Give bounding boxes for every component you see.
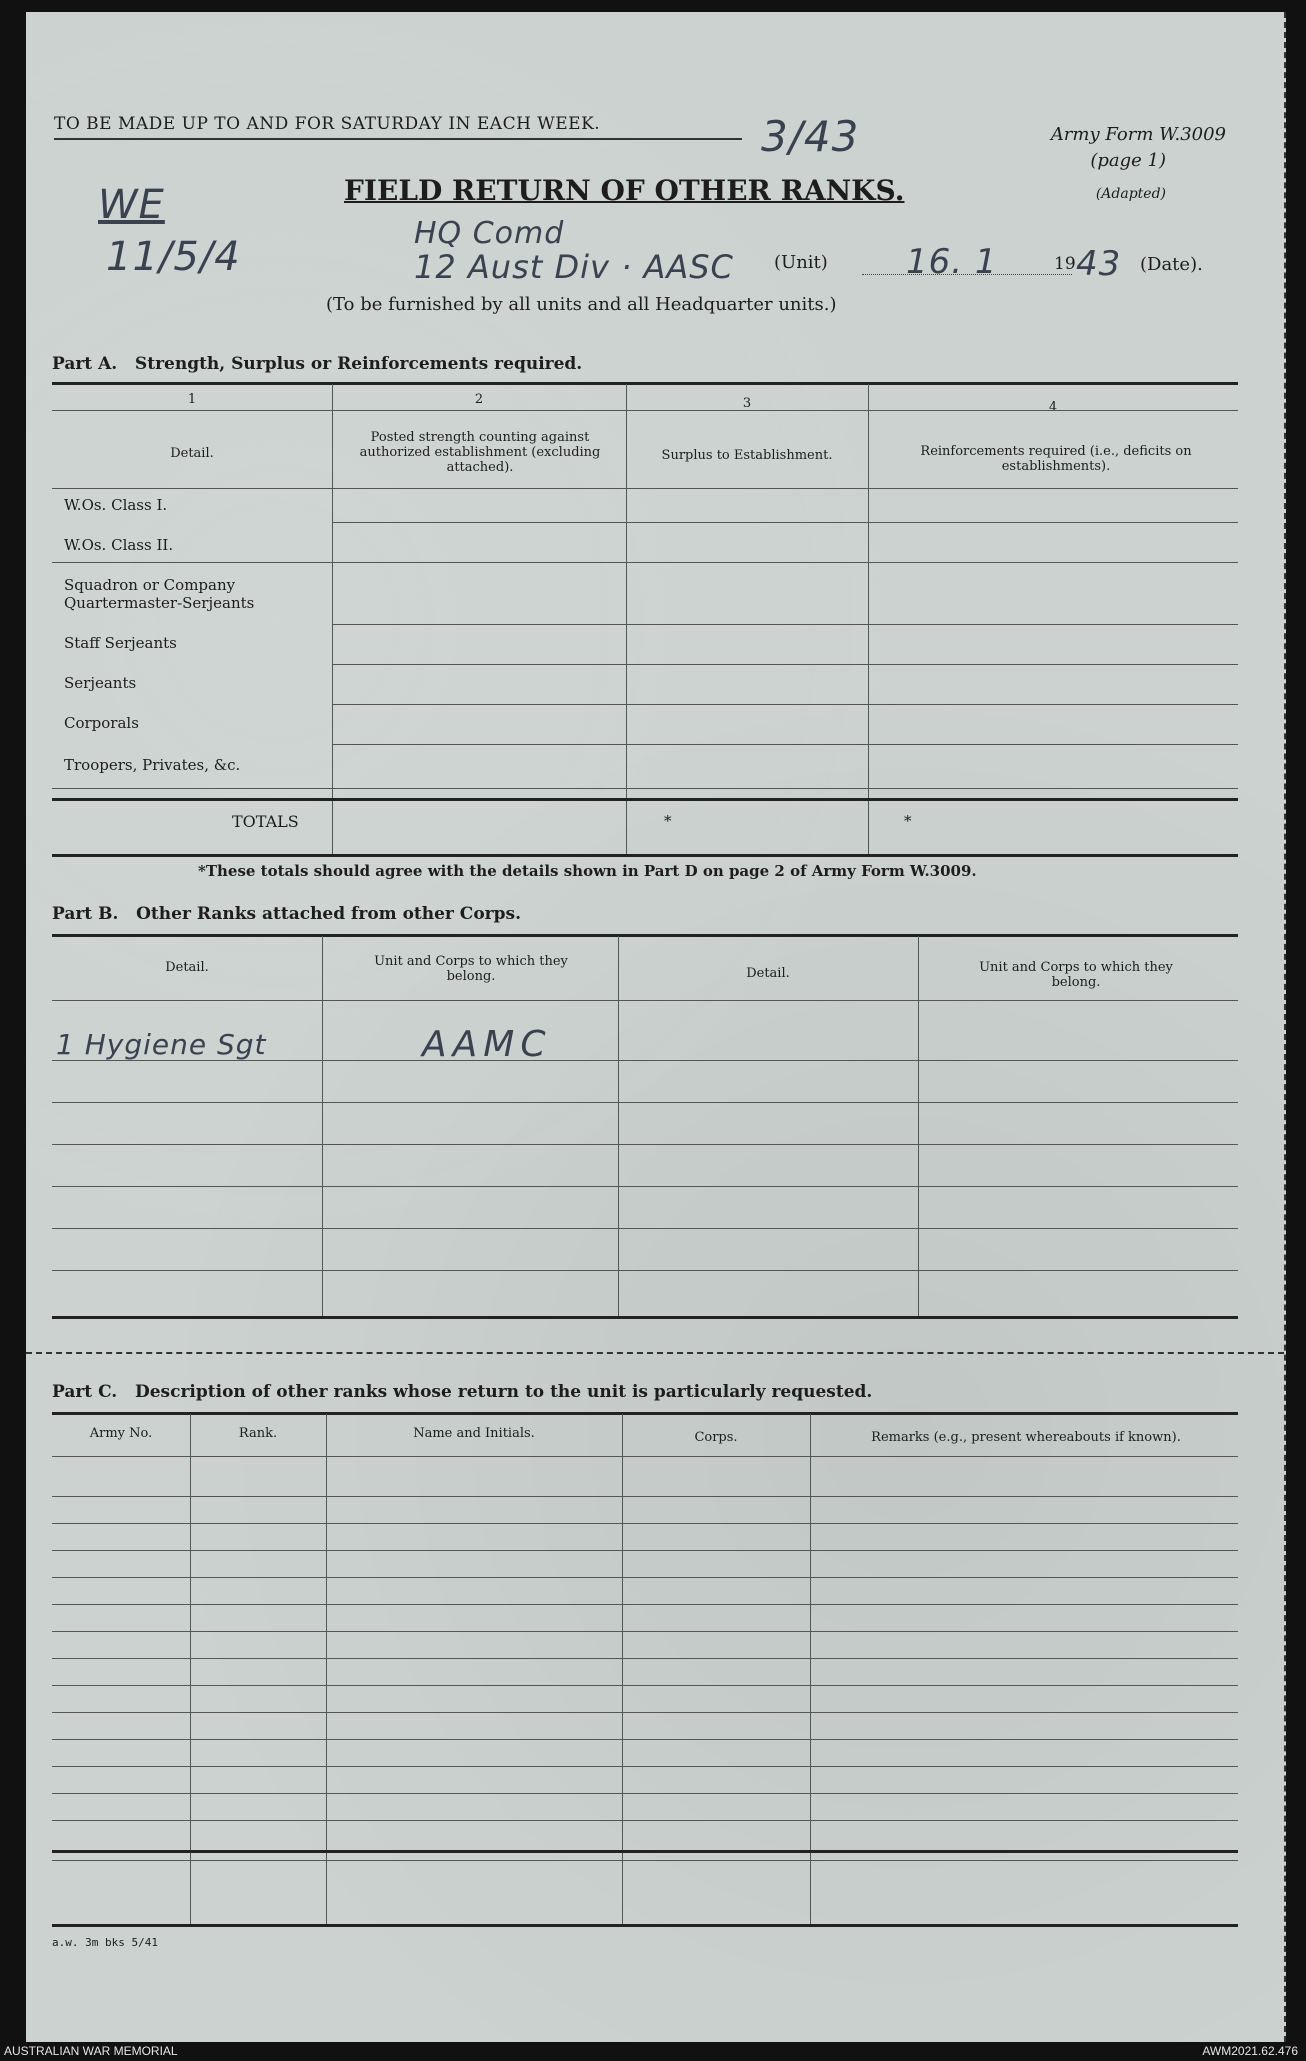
- part-a-bottom-rule: [52, 854, 1238, 857]
- part-a-col-number-1: 1: [187, 392, 197, 407]
- part-c-row-rule: [52, 1523, 1238, 1524]
- year-prefix: 19: [1054, 254, 1076, 274]
- part-b-bottom-rule: [52, 1316, 1238, 1319]
- part-a-col-number-4: 4: [1048, 400, 1058, 415]
- part-a-header-reinforcements: Reinforcements required (i.e., deficits on establishments).: [920, 444, 1192, 474]
- subtitle: (To be furnished by all units and all Headquarter units.): [326, 294, 837, 315]
- part-a-row-rule-7: [52, 788, 1238, 789]
- part-a-row-rule-3: [332, 624, 1238, 625]
- part-a-totals-asterisk-1: *: [664, 812, 672, 830]
- part-b-col-divider-1: [322, 936, 323, 1316]
- tear-line: [26, 1352, 1284, 1354]
- part-a-row-staff-sgts: Staff Serjeants: [64, 634, 177, 652]
- part-c-row-rule: [52, 1712, 1238, 1713]
- part-c-total-rule-2: [52, 1860, 1238, 1861]
- handwritten-year: 43: [1076, 244, 1122, 284]
- handwritten-we: WE: [98, 182, 165, 228]
- part-b-entry-corps: AAMC: [422, 1024, 552, 1065]
- part-c-col-divider-3: [622, 1414, 623, 1924]
- part-a-header-detail: Detail.: [170, 446, 214, 461]
- form-name: Army Form W.3009: [1050, 124, 1226, 145]
- part-c-row-rule: [52, 1766, 1238, 1767]
- part-a-col-divider-2: [626, 384, 627, 854]
- part-c-col-divider-2: [326, 1414, 327, 1924]
- part-c-bottom-rule: [52, 1924, 1238, 1927]
- part-b-entry-detail: 1 Hygiene Sgt: [56, 1028, 267, 1061]
- part-a-totals-rule: [52, 798, 1238, 801]
- part-a-footnote: *These totals should agree with the details shown in Part D on page 2 of Army Form W.3009.: [198, 862, 977, 880]
- part-c-row-rule: [52, 1820, 1238, 1821]
- part-c-total-rule-1: [52, 1850, 1238, 1853]
- instruction-text: TO BE MADE UP TO AND FOR SATURDAY IN EACH WEEK.: [54, 114, 601, 134]
- part-c-header-corps: Corps.: [694, 1430, 738, 1445]
- part-a-col-divider-1: [332, 384, 333, 854]
- part-a-row-rule-2: [52, 562, 1238, 563]
- part-b-row-rule-5: [52, 1228, 1238, 1229]
- footer-left: AUSTRALIAN WAR MEMORIAL: [4, 2044, 178, 2058]
- part-a-row-wo1: W.Os. Class I.: [64, 496, 168, 514]
- part-b-header-detail-2: Detail.: [746, 966, 790, 981]
- unit-label: (Unit): [774, 252, 828, 273]
- part-b-header-corps-2: Unit and Corps to which they belong.: [979, 960, 1173, 990]
- part-c-row-rule: [52, 1550, 1238, 1551]
- part-c-row-rule: [52, 1658, 1238, 1659]
- part-b-heading: Part B. Other Ranks attached from other Corps.: [52, 904, 522, 924]
- part-c-col-divider-1: [190, 1414, 191, 1924]
- part-c-col-divider-4: [810, 1414, 811, 1924]
- part-c-heading: Part C. Description of other ranks whose return to the unit is particularly requested.: [52, 1382, 873, 1402]
- part-a-row-rule-4: [332, 664, 1238, 665]
- form-paper: [26, 12, 1286, 2042]
- part-b-header-corps-1: Unit and Corps to which they belong.: [374, 954, 568, 984]
- part-a-row-cqms: Squadron or Company Quartermaster-Serjeants: [64, 576, 255, 612]
- part-b-row-rule-6: [52, 1270, 1238, 1271]
- part-b-header-rule: [52, 1000, 1238, 1001]
- footer-right: AWM2021.62.476: [1202, 2044, 1298, 2058]
- part-a-row-cpls: Corporals: [64, 714, 139, 732]
- form-title: FIELD RETURN OF OTHER RANKS.: [344, 174, 905, 207]
- handwritten-unit-line2: 12 Aust Div · AASC: [414, 248, 734, 286]
- part-c-header-rule: [52, 1456, 1238, 1457]
- part-c-row-rule: [52, 1577, 1238, 1578]
- part-c-top-rule: [52, 1412, 1238, 1415]
- part-a-col-number-3: 3: [742, 396, 752, 411]
- part-b-row-rule-4: [52, 1186, 1238, 1187]
- handwritten-date: 16. 1: [906, 242, 998, 282]
- part-b-row-rule-1: [52, 1060, 1238, 1061]
- part-a-col-divider-3: [868, 384, 869, 854]
- part-c-row-rule: [52, 1739, 1238, 1740]
- part-c-header-rank: Rank.: [238, 1426, 278, 1441]
- part-a-totals-label: TOTALS: [232, 812, 299, 831]
- part-a-col-number-2: 2: [474, 392, 484, 407]
- part-a-number-rule: [52, 410, 1238, 411]
- part-c-header-remarks: Remarks (e.g., present whereabouts if known).: [871, 1430, 1181, 1445]
- part-a-header-surplus: Surplus to Establishment.: [661, 448, 833, 463]
- part-a-row-sgts: Serjeants: [64, 674, 137, 692]
- part-b-top-rule: [52, 934, 1238, 937]
- part-a-row-rule-1: [332, 522, 1238, 523]
- form-page: (page 1): [1090, 150, 1166, 171]
- handwritten-number: 3/43: [761, 112, 860, 161]
- part-a-header-rule: [52, 488, 1238, 489]
- date-label: (Date).: [1140, 254, 1203, 275]
- part-c-row-rule: [52, 1496, 1238, 1497]
- part-a-totals-asterisk-2: *: [904, 812, 912, 830]
- part-b-row-rule-2: [52, 1102, 1238, 1103]
- part-c-row-rule: [52, 1793, 1238, 1794]
- form-adapted: (Adapted): [1095, 186, 1166, 202]
- handwritten-we-date: 11/5/4: [106, 234, 241, 280]
- part-c-row-rule: [52, 1604, 1238, 1605]
- part-c-row-rule: [52, 1685, 1238, 1686]
- part-a-top-rule: [52, 382, 1238, 385]
- instruction-underline: [54, 138, 742, 140]
- print-code: a.w. 3m bks 5/41: [52, 1936, 158, 1949]
- part-a-row-rule-6: [332, 744, 1238, 745]
- part-b-header-detail-1: Detail.: [165, 960, 209, 975]
- part-a-row-wo2: W.Os. Class II.: [64, 536, 174, 554]
- part-b-col-divider-2: [618, 936, 619, 1316]
- part-c-header-army-no: Army No.: [89, 1426, 153, 1441]
- part-b-col-divider-3: [918, 936, 919, 1316]
- part-b-row-rule-3: [52, 1144, 1238, 1145]
- part-c-row-rule: [52, 1631, 1238, 1632]
- part-a-heading: Part A. Strength, Surplus or Reinforcements required.: [52, 354, 583, 374]
- handwritten-unit-line1: HQ Comd: [414, 216, 565, 251]
- part-a-row-rule-5: [332, 704, 1238, 705]
- part-a-row-privates: Troopers, Privates, &c.: [64, 756, 241, 774]
- part-a-header-posted: Posted strength counting against authorized establishment (excluding attached).: [359, 430, 601, 475]
- part-c-header-name: Name and Initials.: [413, 1426, 535, 1441]
